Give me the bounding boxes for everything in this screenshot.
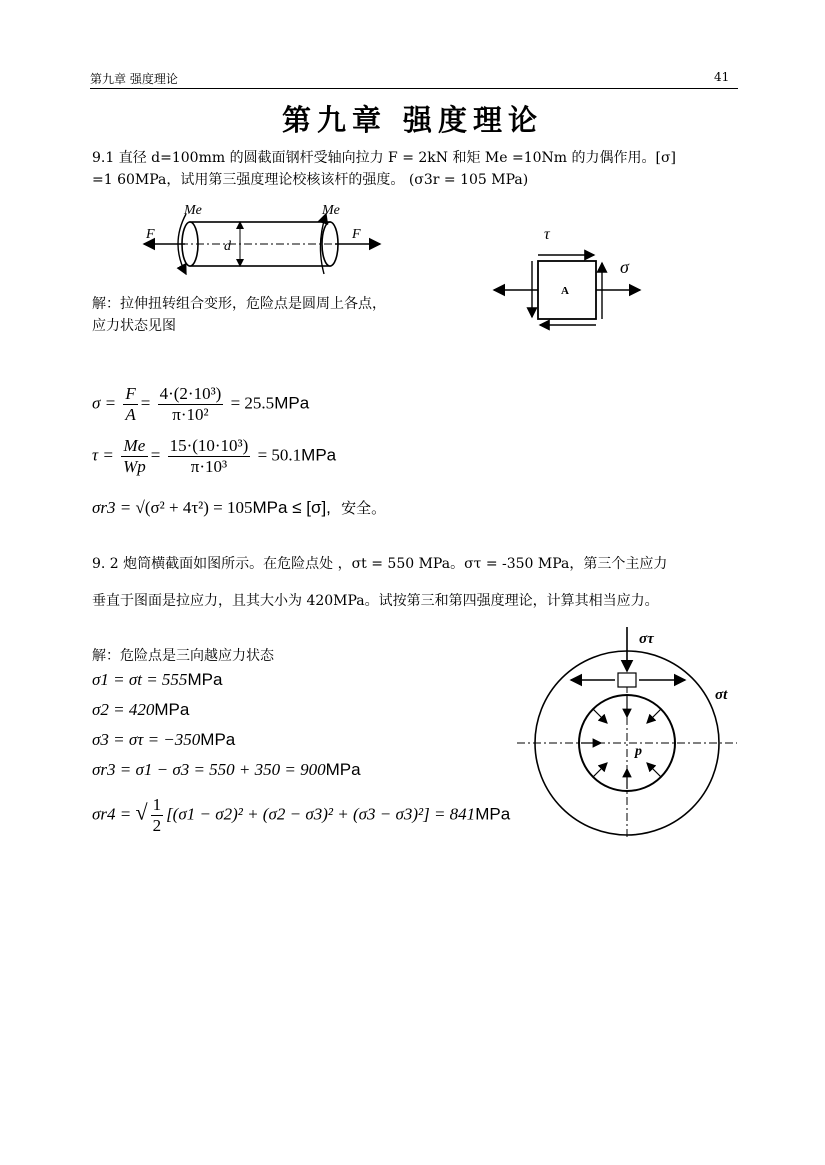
problem1-solution-line2: 应力状态见图 [92, 318, 176, 334]
problem2-statement-line1: 9. 2 炮筒横截面如图所示。在危险点处 ，σt = 550 MPa。στ = -350 MPa，第三个主应力 [92, 556, 668, 572]
pressure-label: p [635, 744, 642, 759]
sigma-r3-result: σr3 = σ1 − σ3 = 550 + 350 = 900MPa [92, 760, 361, 779]
chapter-title: 第九章 强度理论 [281, 103, 544, 137]
sigma-t-label: σt [715, 687, 728, 703]
problem2-statement-line2: 垂直于图面是拉应力，且其大小为 420MPa。试按第三和第四强度理论，计算其相当应力。 [92, 593, 659, 609]
running-header-title: 第九章 强度理论 [90, 72, 178, 86]
problem2-solution: 解：危险点是三向越应力状态 [92, 648, 274, 664]
shaft-diagram [140, 200, 390, 280]
sigma-equation: σ = $\frac{F}{A}$ = $\frac{\text{4·(2·10³)}}{\text{π·10²}}$ = 25.5MPa [92, 384, 310, 424]
diameter-label: d [224, 239, 231, 254]
sigma-r3-equation: σr3 = √(σ² + 4τ²) = 105MPa ≤ [σ], 安全。 [92, 498, 387, 517]
me-left-label: Me [184, 203, 202, 218]
problem1-solution-line1: 解：拉伸扭转组合变形，危险点是圆周上各点， [92, 296, 386, 312]
sigma2-equation: σ2 = 420MPa [92, 700, 190, 719]
tau-equation: τ = $\frac{Me}{Wp}$ = $\frac{\text{15·(10·10³)}}{\text{π·10³}}$ = 50.1MPa [92, 436, 337, 476]
barrel-section-diagram [515, 625, 740, 845]
f-right-label: F [352, 227, 361, 242]
sigma-r4-equation: σr4 = √ $\frac{1}{2}$ [(σ1 − σ2)² + (σ2 − σ3)² + (σ3 − σ3)²] = 841MPa [92, 795, 511, 835]
sigma-tau-label: στ [639, 631, 654, 647]
problem1-statement-line2: =1 60MPa，试用第三强度理论校核该杆的强度。 (σ3r = 105 MPa) [92, 172, 529, 188]
sigma3-equation: σ3 = στ = −350MPa [92, 730, 236, 749]
tau-label: τ [544, 226, 550, 243]
f-left-label: F [146, 227, 155, 242]
page-number: 41 [714, 70, 730, 84]
sigma-label: σ [620, 257, 629, 277]
point-a-label: A [561, 285, 569, 297]
me-right-label: Me [322, 203, 340, 218]
header-rule [90, 88, 738, 89]
problem1-statement-line1: 9.1 直径 d=100mm 的圆截面钢杆受轴向拉力 F = 2kN 和矩 Me =10Nm 的力偶作用。[σ] [92, 150, 676, 166]
stress-element-diagram [490, 225, 660, 335]
sigma1-equation: σ1 = σt = 555MPa [92, 670, 223, 689]
